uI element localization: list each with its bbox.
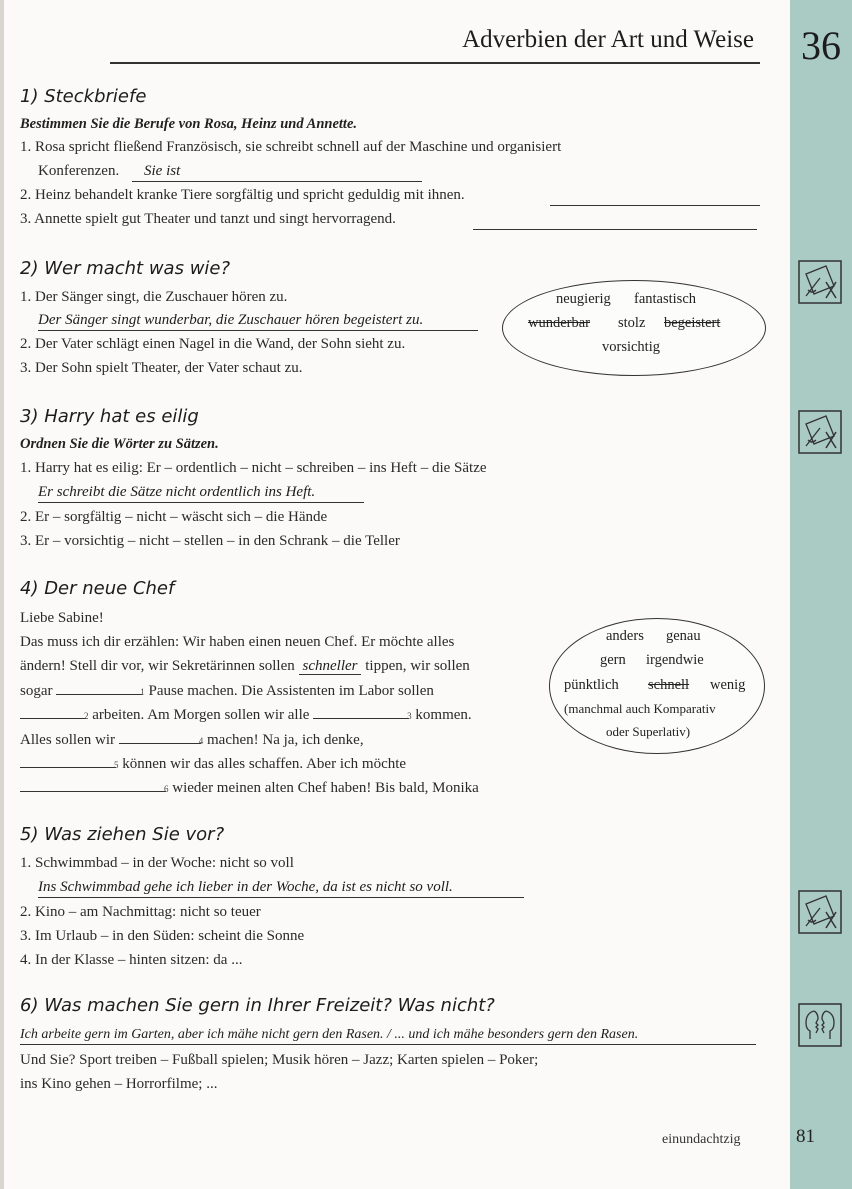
letter-line-4 <box>20 706 472 724</box>
section-1-instruction: Bestimmen Sie die Berufe von Rosa, Heinz und Annette. <box>20 116 358 132</box>
s1-line-2: 2. Heinz behandelt kranke Tiere sorgfältig und spricht geduldig mit ihnen. <box>20 187 465 203</box>
page-number-word: einundachtzig <box>662 1132 741 1147</box>
letter-line-2 <box>20 658 470 675</box>
s1-answer-blank-3[interactable] <box>473 211 757 230</box>
letter-line-6-text: können wir das alles schaffen. Aber ich möchte <box>122 756 407 772</box>
s5-line-1: 1. Schwimmbad – in der Woche: nicht so voll <box>20 855 294 871</box>
s2-line-1: 1. Der Sänger singt, die Zuschauer hören zu. <box>20 289 288 305</box>
bubble2-word-neugierig: neugierig <box>556 291 611 307</box>
blank-number-1: 1 <box>140 687 145 697</box>
blank-number-3: 3 <box>407 711 412 721</box>
bubble4-word-anders: anders <box>606 628 644 644</box>
s5-line-2: 2. Kino – am Nachmittag: nicht so teuer <box>20 904 261 920</box>
page-title: Adverbien der Art und Weise <box>462 26 754 53</box>
s3-answer-1[interactable]: Er schreibt die Sätze nicht ordentlich ins Heft. <box>38 484 364 503</box>
write-icon <box>798 260 842 304</box>
bubble2-word-wunderbar: wunderbar <box>528 315 591 331</box>
letter-greeting: Liebe Sabine! <box>20 610 104 626</box>
letter-line-2-end: tippen, wir sollen <box>365 658 470 674</box>
chapter-number: 36 <box>801 23 841 68</box>
title-rule <box>110 62 760 64</box>
letter-blank-5[interactable] <box>20 755 116 768</box>
section-2-heading: 2) Wer macht was wie? <box>20 258 231 279</box>
letter-line-1: Das muss ich dir erzählen: Wir haben einen neuen Chef. Er möchte alles <box>20 634 455 650</box>
s1-line-1b: Konferenzen. <box>38 163 120 179</box>
letter-line-3-start: sogar <box>20 683 53 699</box>
s6-line-2: ins Kino gehen – Horrorfilme; ... <box>20 1076 218 1092</box>
letter-blank-1[interactable] <box>56 682 142 695</box>
bubble2-word-fantastisch: fantastisch <box>634 291 697 307</box>
blank-number-2: 2 <box>84 711 89 721</box>
speaking-faces-icon <box>798 1003 842 1047</box>
letter-line-5 <box>20 731 364 749</box>
bubble2-word-stolz: stolz <box>618 315 646 331</box>
letter-line-5-start: Alles sollen wir <box>20 732 115 748</box>
page-number: 81 <box>796 1126 815 1147</box>
s6-line-1: Und Sie? Sport treiben – Fußball spielen; Musik hören – Jazz; Karten spielen – Poker; <box>20 1052 539 1068</box>
s5-line-3: 3. Im Urlaub – in den Süden: scheint die Sonne <box>20 928 305 944</box>
letter-line-6 <box>20 755 406 773</box>
section-4-heading: 4) Der neue Chef <box>20 578 175 599</box>
letter-line-7 <box>20 779 479 797</box>
blank-number-4: 4 <box>198 736 204 746</box>
bubble4-word-wenig: wenig <box>710 677 746 693</box>
blank-number-6: 6 <box>164 784 169 794</box>
letter-line-2-start: ändern! Stell dir vor, wir Sekretärinnen sollen <box>20 658 295 674</box>
write-icon <box>798 410 842 454</box>
bubble4-note-line-2: oder Superlativ) <box>606 724 691 739</box>
s3-line-2: 2. Er – sorgfältig – nicht – wäscht sich – die Hände <box>20 509 328 525</box>
letter-line-3 <box>20 682 434 700</box>
letter-blank-6[interactable] <box>20 779 166 792</box>
s3-line-1: 1. Harry hat es eilig: Er – ordentlich – nicht – schreiben – ins Heft – die Sätze <box>20 460 487 476</box>
letter-answer-example[interactable]: schneller <box>299 658 362 675</box>
bubble4-word-genau: genau <box>666 628 701 644</box>
s1-line-3: 3. Annette spielt gut Theater und tanzt und singt hervorragend. <box>20 211 396 227</box>
bubble2-word-vorsichtig: vorsichtig <box>602 339 660 355</box>
s2-line-2: 2. Der Vater schlägt einen Nagel in die Wand, der Sohn sieht zu. <box>20 336 406 352</box>
letter-blank-4[interactable] <box>119 731 201 744</box>
s5-line-4: 4. In der Klasse – hinten sitzen: da ... <box>20 952 243 968</box>
s2-answer-1[interactable]: Der Sänger singt wunderbar, die Zuschauer hören begeistert zu. <box>38 312 478 331</box>
bubble4-word-gern: gern <box>600 652 626 668</box>
s2-line-3: 3. Der Sohn spielt Theater, der Vater schaut zu. <box>20 360 303 376</box>
letter-line-4-start: arbeiten. Am Morgen sollen wir alle <box>92 707 310 723</box>
section-6-heading: 6) Was machen Sie gern in Ihrer Freizeit? Was nicht? <box>20 995 495 1016</box>
section-1-heading: 1) Steckbriefe <box>20 86 147 107</box>
s1-answer-1[interactable]: Sie ist <box>132 163 422 182</box>
section-5-heading: 5) Was ziehen Sie vor? <box>20 824 225 845</box>
s1-answer-blank-2[interactable] <box>550 187 760 206</box>
bubble4-note-line-1: (manchmal auch Komparativ <box>564 701 716 716</box>
blank-number-5: 5 <box>114 760 119 770</box>
bubble4-word-irgendwie: irgendwie <box>646 652 704 668</box>
section-3-heading: 3) Harry hat es eilig <box>20 406 199 427</box>
write-icon <box>798 890 842 934</box>
bubble2-word-begeistert: begeistert <box>664 315 721 331</box>
s6-answer-example[interactable]: Ich arbeite gern im Garten, aber ich mähe nicht gern den Rasen. / ... und ich mähe besonders gern den Rasen. <box>20 1027 756 1045</box>
s3-line-3: 3. Er – vorsichtig – nicht – stellen – in den Schrank – die Teller <box>20 533 400 549</box>
bubble4-word-schnell: schnell <box>648 677 690 693</box>
s1-line-1a: 1. Rosa spricht fließend Französisch, sie schreibt schnell auf der Maschine und organisiert <box>20 139 562 155</box>
letter-line-7-text: wieder meinen alten Chef haben! Bis bald, Monika <box>172 780 479 796</box>
letter-line-3-end: Pause machen. Die Assistenten im Labor sollen <box>148 683 434 699</box>
bubble4-word-puenktlich: pünktlich <box>564 677 619 693</box>
letter-line-4-end: kommen. <box>415 707 472 723</box>
section-3-instruction: Ordnen Sie die Wörter zu Sätzen. <box>20 436 219 452</box>
letter-blank-2[interactable] <box>20 706 86 719</box>
letter-line-5-end: machen! Na ja, ich denke, <box>207 732 364 748</box>
s5-answer-1[interactable]: Ins Schwimmbad gehe ich lieber in der Woche, da ist es nicht so voll. <box>38 879 524 898</box>
letter-blank-3[interactable] <box>313 706 409 719</box>
